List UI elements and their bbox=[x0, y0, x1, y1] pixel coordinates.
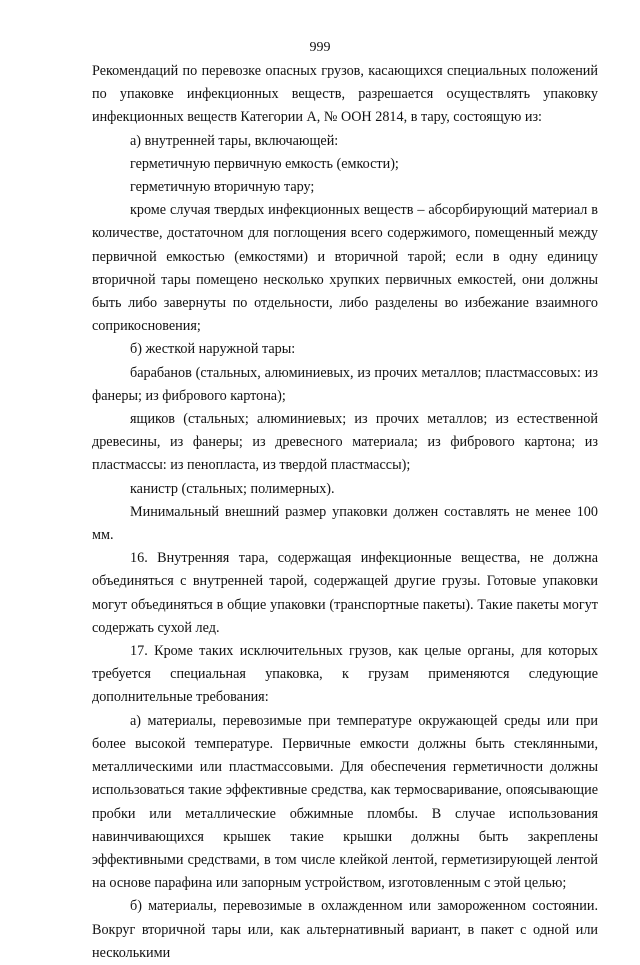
page-number: 999 bbox=[309, 40, 331, 55]
paragraph-1: Рекомендаций по перевозке опасных грузов, касающихся специальных положений по упаковке инфекционных веществ, разрешается осуществлять упаковку инфекционных веществ Категории А, № ООН 2814, в тару, состоящую из: bbox=[92, 63, 598, 126]
paragraph-8: ящиков (стальных; алюминиевых; из прочих металлов; из естественной древесины, из фанеры; из древесного материала; из фибрового картона; из пластмассы: из пенопласта, из твердой пластмассы); bbox=[92, 411, 598, 474]
paragraph-12: 17. Кроме таких исключительных грузов, как целые органы, для которых требуется специальная упаковка, к грузам применяются следующие дополнительные требования: bbox=[92, 643, 598, 706]
paragraph-4: герметичную вторичную тару; bbox=[130, 179, 315, 196]
paragraph-10: Минимальный внешний размер упаковки должен составлять не менее 100 мм. bbox=[92, 503, 598, 544]
document-body bbox=[92, 60, 598, 965]
paragraph-11: 16. Внутренняя тара, содержащая инфекционные вещества, не должна объединяться с внутренней тарой, содержащей другие грузы. Готовые упаковки могут объединяться в общие упаковки (транспортные пакеты). Такие пакеты могут содержать сухой лед. bbox=[92, 550, 598, 636]
paragraph-9: канистр (стальных; полимерных). bbox=[130, 480, 335, 497]
paragraph-3: герметичную первичную емкость (емкости); bbox=[130, 155, 399, 172]
paragraph-5: кроме случая твердых инфекционных веществ – абсорбирующий материал в количестве, достаточном для поглощения всего содержимого, помещенный между первичной емкостью (емкостями) и вторичной тарой; если в одну единицу вторичной тары помещено несколько хрупких первичных емкостей, они должны быть либо завернуты по отдельности, либо разделены во избежание взаимного соприкосновения; bbox=[92, 202, 598, 335]
paragraph-13: а) материалы, перевозимые при температуре окружающей среды или при более высокой температуре. Первичные емкости должны быть стеклянными, металлическими или пластмассовыми. Для обеспечения герметичности должны использоваться такие эффективные средства, как термосваривание, опоясывающие пробки или металлические обжимные пломбы. В случае использования навинчивающихся крышек такие крышки должны быть закреплены эффективными средствами, в том числе клейкой лентой, герметизирующей лентой на основе парафина или запорным устройством, изготовленным с этой целью; bbox=[92, 712, 598, 892]
paragraph-2: а) внутренней тары, включающей: bbox=[130, 132, 339, 149]
paragraph-7: барабанов (стальных, алюминиевых, из прочих металлов; пластмассовых: из фанеры; из фибрового картона); bbox=[92, 364, 598, 404]
paragraph-6: б) жесткой наружной тары: bbox=[130, 341, 296, 358]
paragraph-14: б) материалы, перевозимые в охлажденном или замороженном состоянии. Вокруг вторичной тары или, как альтернативный вариант, в пакет с одной или несколькими bbox=[92, 898, 598, 961]
